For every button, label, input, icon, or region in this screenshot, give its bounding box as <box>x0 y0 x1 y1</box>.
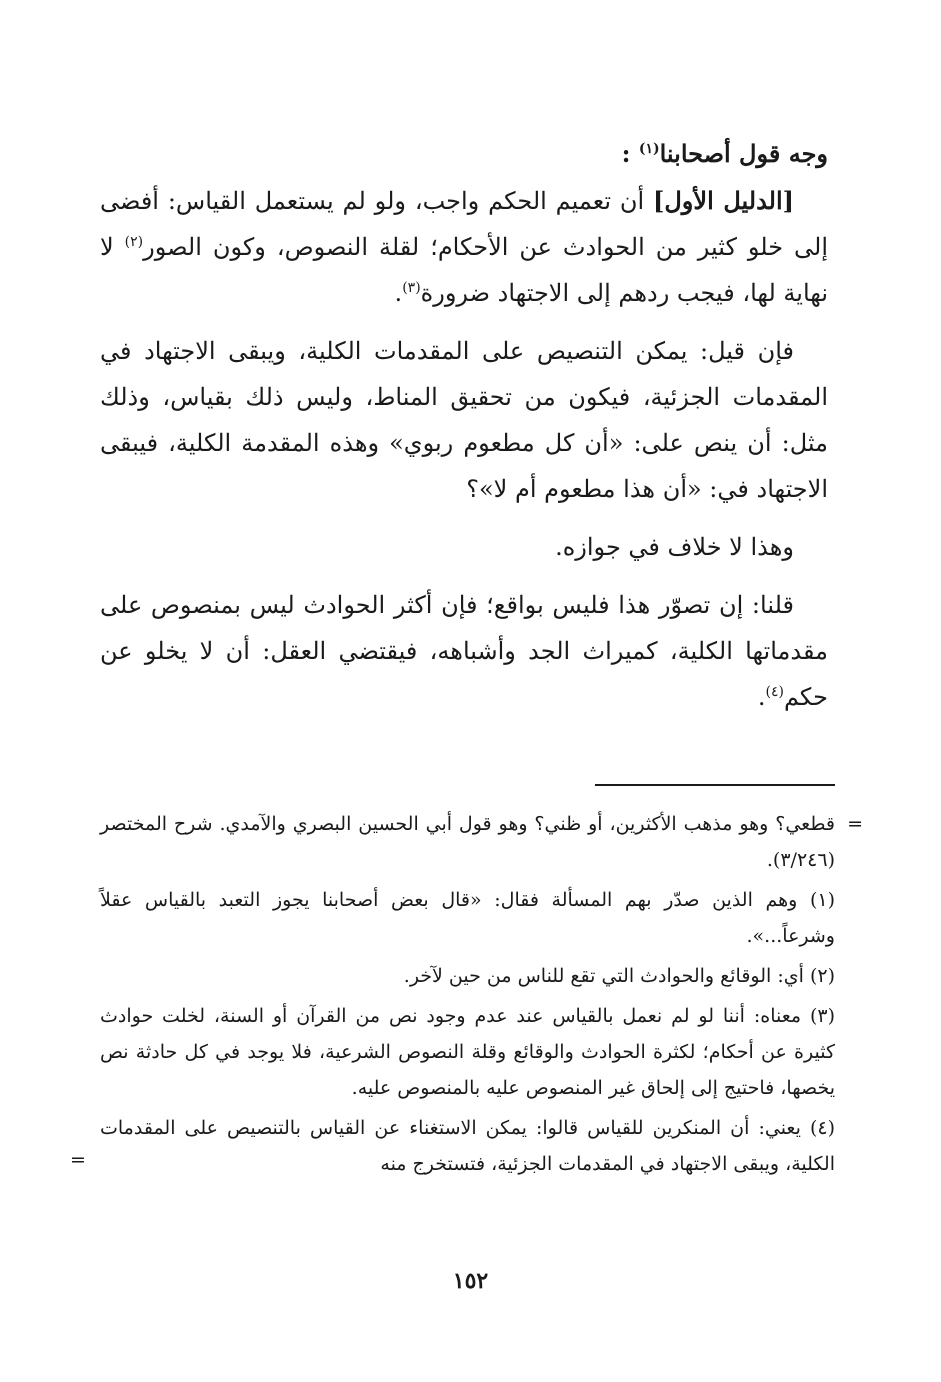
footnote-number: (٣) <box>809 1005 835 1027</box>
footnote-text: وهم الذين صدّر بهم المسألة فقال: «قال بعض أصحابنا يجوز التعبد بالقياس عقلاً وشرعاً...». <box>100 889 835 947</box>
proof-label: [الدليل الأول] <box>653 186 794 215</box>
paragraph-reply <box>100 582 828 720</box>
footnote-text: قطعي؟ وهو مذهب الأكثرين، أو ظني؟ وهو قول أبي الحسين البصري والآمدي. شرح المختصر (٣/٢٤٦). <box>100 813 835 871</box>
footnote-3 <box>100 998 835 1106</box>
footnote-4 <box>70 1110 835 1182</box>
footnote-text: معناه: أننا لو لم نعمل بالقياس عند عدم وجود نص من القرآن أو السنة، لخلت حوادث كثيرة عن أحكام؛ لكثرة الحوادث والوقائع وقلة النصوص الشرعية، فلا يوجد في كل حادثة نص يخصها، فاحتيج إلى إلحاق غير المنصوص عليه بالمنصوص عليه. <box>100 1005 835 1099</box>
footnote-1 <box>100 882 835 954</box>
footnote-number: (٢) <box>809 965 835 987</box>
paragraph-text: لا نهاية لها، فيجب ردهم إلى الاجتهاد ضرورة <box>100 233 828 307</box>
footnote-2 <box>100 958 835 994</box>
paragraph-text: أن تعميم الحكم واجب، ولو لم يستعمل القياس: أفضى إلى خلو كثير من الحوادث عن الأحكام؛ لقلة النصوص، وكون الصور <box>100 187 828 261</box>
continuation-mark: = <box>847 813 863 835</box>
footnote-list <box>70 806 863 1186</box>
footnote-ref-4: (٤) <box>765 684 784 700</box>
paragraph-text: . <box>757 683 766 711</box>
footnote-number: (١) <box>809 889 835 911</box>
footnote-ref-1: (١) <box>638 141 660 157</box>
heading-text: وجه قول أصحابنا <box>659 139 828 168</box>
footnote-text: أي: الوقائع والحوادث التي تقع للناس من حين لآخر. <box>403 965 810 987</box>
paragraph-text: قلنا: إن تصوّر هذا فليس بواقع؛ فإن أكثر الحوادث ليس بمنصوص على مقدماتها الكلية، كميراث الجد وأشباهه، فيقتضي العقل: أن لا يخلو عن حكم <box>100 591 828 711</box>
page-number: ١٥٢ <box>452 1268 489 1294</box>
paragraph-text: . <box>394 279 403 307</box>
footnote-text: يعني: أن المنكرين للقياس قالوا: يمكن الاستغناء عن القياس بالتنصيص على المقدمات الكلية، ويبقى الاجتهاد في المقدمات الجزئية، فتستخرج منه <box>100 1117 835 1175</box>
heading-colon: : <box>621 139 631 168</box>
footnote-number: (٤) <box>809 1117 835 1139</box>
footnote-separator <box>595 784 835 786</box>
paragraph-agreement <box>100 524 828 570</box>
continues-mark: = <box>70 1149 86 1171</box>
footnote-ref-2: (٢) <box>124 234 144 250</box>
section-heading <box>100 132 828 176</box>
paragraph-text: وهذا لا خلاف في جوازه. <box>555 533 794 561</box>
paragraph-text: فإن قيل: يمكن التنصيص على المقدمات الكلية، ويبقى الاجتهاد في المقدمات الجزئية، فيكون من تحقيق المناط، وليس ذلك بقياس، وذلك مثل: أن ينص على: «أن كل مطعوم ربوي» وهذه المقدمة الكلية، فيبقى الاجتهاد في: «أن هذا مطعوم أم لا»؟ <box>100 337 828 503</box>
main-text <box>100 132 828 732</box>
footnote-continuation <box>100 806 863 878</box>
paragraph-first-proof <box>100 178 828 316</box>
footnote-ref-3: (٣) <box>402 280 421 296</box>
paragraph-objection <box>100 328 828 512</box>
